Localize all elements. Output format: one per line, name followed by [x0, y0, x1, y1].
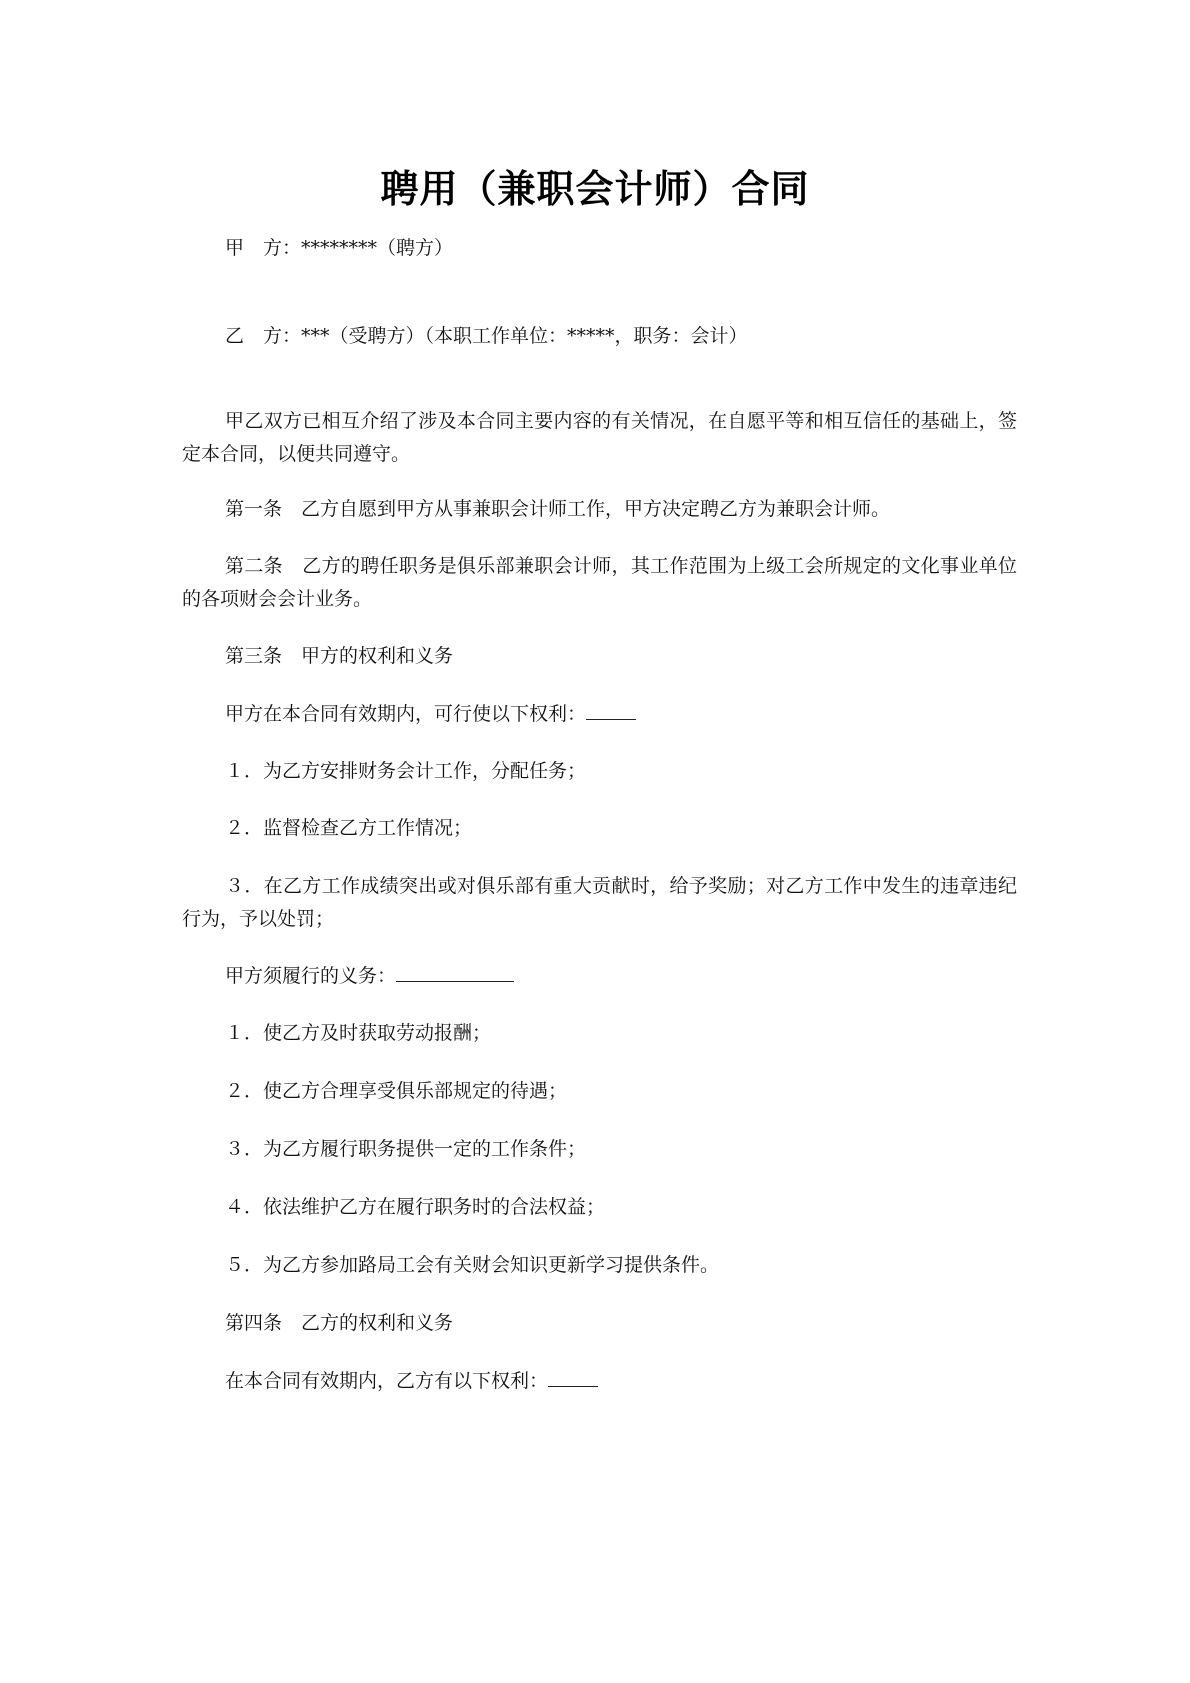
party-a-duties-intro-text: 甲方须履行的义务：	[225, 965, 397, 987]
party-a-duty-item: ３．为乙方履行职务提供一定的工作条件；	[225, 1138, 587, 1160]
fill-in-blank	[586, 701, 636, 720]
party-a-line: 甲 方：********（聘方）	[225, 237, 454, 259]
fill-in-blank	[548, 1368, 598, 1387]
party-a-duty-item: １．使乙方及时获取劳动报酬；	[225, 1022, 492, 1044]
document-title: 聘用（兼职会计师）合同	[380, 167, 810, 211]
party-b-rights-intro-text: 在本合同有效期内，乙方有以下权利：	[225, 1370, 549, 1392]
article-3-heading: 第三条 甲方的权利和义务	[225, 645, 454, 667]
party-a-rights-intro	[182, 698, 1022, 730]
party-b-rights-intro	[182, 1365, 1022, 1397]
article-2: 第二条 乙方的聘任职务是俱乐部兼职会计师，其工作范围为上级工会所规定的文化事业单位的各项财会会计业务。	[182, 555, 1017, 610]
article-1: 第一条 乙方自愿到甲方从事兼职会计师工作，甲方决定聘乙方为兼职会计师。	[225, 498, 891, 520]
article-4-heading: 第四条 乙方的权利和义务	[225, 1312, 454, 1334]
party-a-right-item: １．为乙方安排财务会计工作，分配任务；	[225, 760, 587, 782]
party-a-duty-item: ２．使乙方合理享受俱乐部规定的待遇；	[225, 1080, 568, 1102]
party-a-right-item: ３．在乙方工作成绩突出或对俱乐部有重大贡献时，给予奖励；对乙方工作中发生的违章违纪行为，予以处罚；	[182, 875, 1017, 930]
party-a-duty-item: ５．为乙方参加路局工会有关财会知识更新学习提供条件。	[225, 1254, 720, 1276]
party-a-duties-intro	[182, 960, 1022, 992]
preamble-paragraph: 甲乙双方已相互介绍了涉及本合同主要内容的有关情况，在自愿平等和相互信任的基础上，签定本合同，以便共同遵守。	[182, 410, 1017, 465]
party-a-duty-item: ４．依法维护乙方在履行职务时的合法权益；	[225, 1196, 606, 1218]
fill-in-blank	[396, 963, 514, 982]
party-b-line: 乙 方：***（受聘方）（本职工作单位：*****，职务：会计）	[225, 325, 748, 347]
party-a-right-item: ２．监督检查乙方工作情况；	[225, 817, 473, 839]
party-a-rights-intro-text: 甲方在本合同有效期内，可行使以下权利：	[225, 703, 587, 725]
